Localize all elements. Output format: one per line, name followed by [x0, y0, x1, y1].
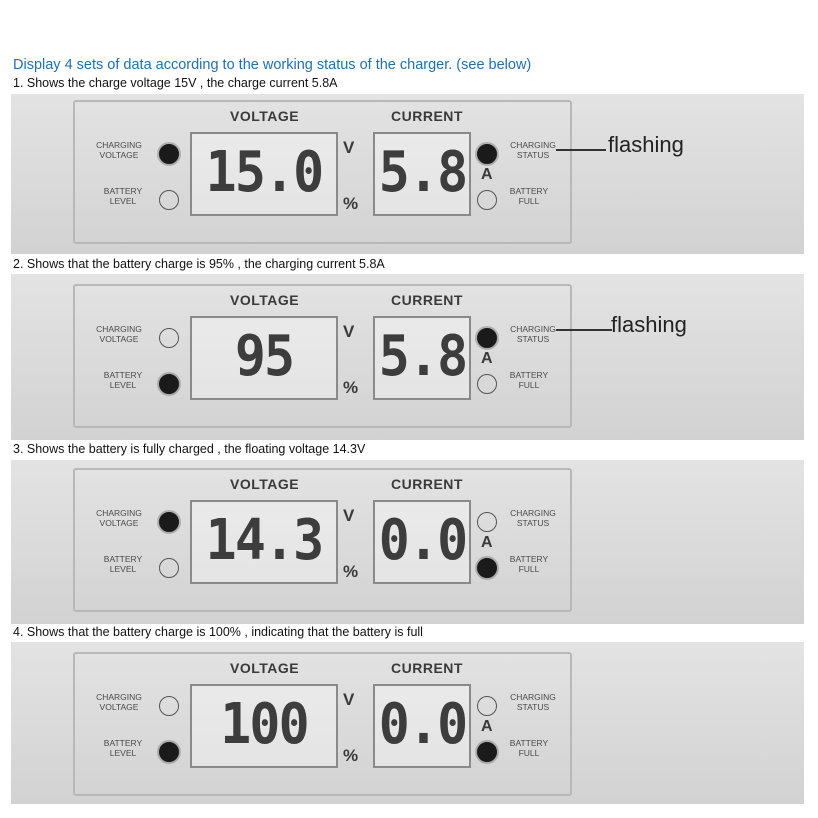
unit-a: A: [481, 350, 493, 367]
battery-level-label: BATTERY LEVEL: [103, 370, 143, 390]
voltage-header: VOLTAGE: [230, 108, 300, 124]
step-4-caption: 4. Shows that the battery charge is 100% , indicating that the battery is full: [13, 625, 423, 639]
voltage-header: VOLTAGE: [230, 292, 300, 308]
current-lcd: [373, 132, 471, 216]
charging-voltage-led: [159, 328, 179, 348]
voltage-header: VOLTAGE: [230, 476, 300, 492]
current-lcd: [373, 684, 471, 768]
battery-level-label: BATTERY LEVEL: [103, 738, 143, 758]
charging-voltage-label: CHARGING VOLTAGE: [96, 508, 142, 528]
charging-status-led: [477, 144, 497, 164]
battery-full-led: [477, 374, 497, 394]
unit-a: A: [481, 534, 493, 551]
charging-voltage-label: CHARGING VOLTAGE: [96, 324, 142, 344]
step-2-caption: 2. Shows that the battery charge is 95% , the charging current 5.8A: [13, 257, 385, 271]
current-header: CURRENT: [391, 292, 463, 308]
charging-voltage-led: [159, 144, 179, 164]
unit-percent: %: [343, 194, 359, 213]
unit-percent: %: [343, 562, 359, 581]
charging-voltage-label: CHARGING VOLTAGE: [96, 692, 142, 712]
charging-status-led: [477, 696, 497, 716]
flashing-pointer-line: [556, 149, 606, 151]
battery-full-label: BATTERY FULL: [509, 186, 549, 206]
charging-status-label: CHARGING STATUS: [510, 324, 556, 344]
unit-v: V: [343, 690, 355, 709]
unit-v: V: [343, 506, 355, 525]
step-2-display-photo: [11, 274, 804, 440]
charging-status-led: [477, 512, 497, 532]
current-header: CURRENT: [391, 108, 463, 124]
current-header: CURRENT: [391, 660, 463, 676]
current-readout: 5.8: [378, 324, 467, 389]
unit-v: V: [343, 138, 355, 157]
unit-v: V: [343, 322, 355, 341]
charger-panel: [73, 284, 572, 428]
battery-level-led: [159, 558, 179, 578]
charger-panel: [73, 100, 572, 244]
voltage-readout: 95: [234, 324, 294, 389]
voltage-lcd: [190, 132, 338, 216]
battery-level-led: [159, 374, 179, 394]
battery-level-label: BATTERY LEVEL: [103, 186, 143, 206]
step-3-display-photo: [11, 460, 804, 624]
charging-status-label: CHARGING STATUS: [510, 508, 556, 528]
current-readout: 0.0: [378, 508, 467, 573]
battery-level-label: BATTERY LEVEL: [103, 554, 143, 574]
flashing-note: flashing: [611, 312, 687, 337]
voltage-header: VOLTAGE: [230, 660, 300, 676]
charging-voltage-led: [159, 512, 179, 532]
current-header: CURRENT: [391, 476, 463, 492]
unit-a: A: [481, 166, 493, 183]
charger-panel: [73, 652, 572, 796]
step-4-display-photo: [11, 642, 804, 804]
battery-level-led: [159, 190, 179, 210]
charging-voltage-led: [159, 696, 179, 716]
unit-percent: %: [343, 746, 359, 765]
page-heading: Display 4 sets of data according to the working status of the charger. (see below): [13, 57, 532, 73]
unit-a: A: [481, 718, 493, 735]
charging-voltage-label: CHARGING VOLTAGE: [96, 140, 142, 160]
battery-level-led: [159, 742, 179, 762]
current-readout: 5.8: [378, 140, 467, 205]
current-readout: 0.0: [378, 692, 467, 757]
voltage-lcd: [190, 500, 338, 584]
charging-status-led: [477, 328, 497, 348]
battery-full-led: [477, 742, 497, 762]
flashing-pointer-line: [556, 329, 612, 331]
voltage-readout: 100: [220, 692, 308, 757]
voltage-lcd: [190, 684, 338, 768]
battery-full-label: BATTERY FULL: [509, 738, 549, 758]
charging-status-label: CHARGING STATUS: [510, 692, 556, 712]
step-1-caption: 1. Shows the charge voltage 15V , the charge current 5.8A: [13, 76, 338, 90]
charger-panel: [73, 468, 572, 612]
current-lcd: [373, 316, 471, 400]
flashing-note: flashing: [608, 132, 684, 157]
step-1-display-photo: [11, 94, 804, 254]
current-lcd: [373, 500, 471, 584]
voltage-readout: 15.0: [205, 140, 323, 205]
unit-percent: %: [343, 378, 359, 397]
voltage-readout: 14.3: [205, 508, 323, 573]
step-3-caption: 3. Shows the battery is fully charged , the floating voltage 14.3V: [13, 442, 366, 456]
battery-full-led: [477, 190, 497, 210]
battery-full-label: BATTERY FULL: [509, 554, 549, 574]
charging-status-label: CHARGING STATUS: [510, 140, 556, 160]
battery-full-label: BATTERY FULL: [509, 370, 549, 390]
voltage-lcd: [190, 316, 338, 400]
battery-full-led: [477, 558, 497, 578]
